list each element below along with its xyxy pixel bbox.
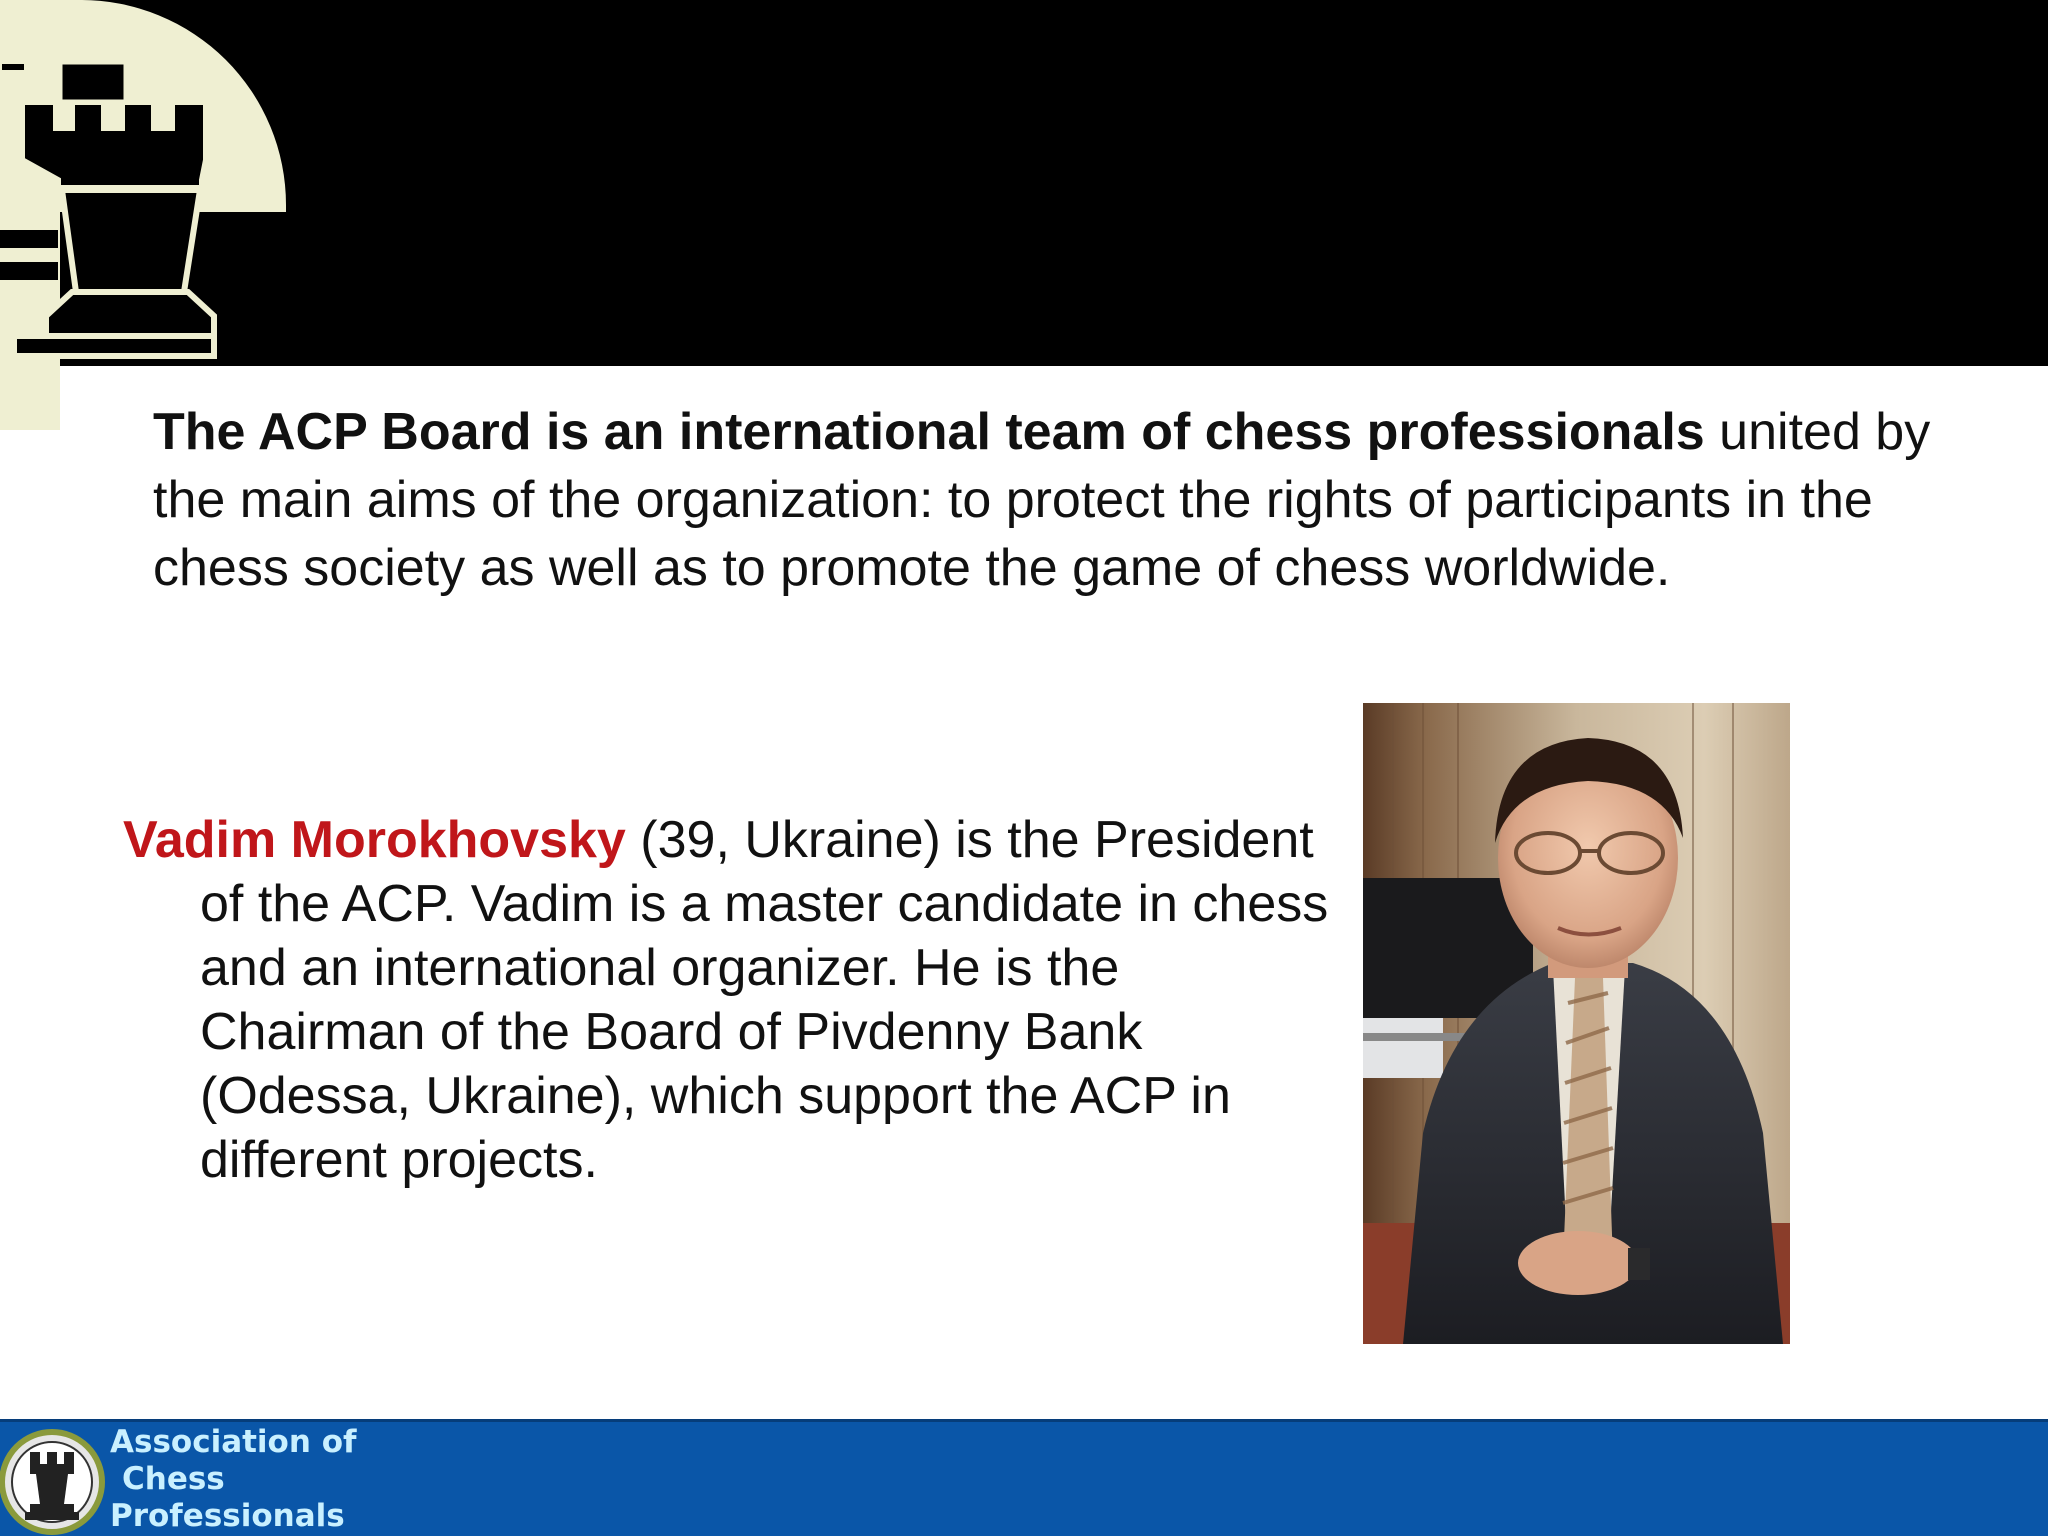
bio-name: Vadim Morokhovsky — [123, 811, 626, 869]
header-band — [0, 0, 2048, 366]
intro-paragraph — [153, 398, 1983, 602]
intro-lead: The ACP Board is an international team of chess professionals — [153, 403, 1705, 461]
portrait-photo — [1363, 703, 1790, 1344]
bio-text: (39, Ukraine) is the President of the ACP. Vadim is a master candidate in chess and an international organizer. He is the Chairman of the Board of Pivdenny Bank (Odessa, Ukraine), which support the ACP in different projects. — [200, 811, 1329, 1189]
rook-badge-icon — [0, 1424, 110, 1536]
footer-organization-name — [110, 1424, 357, 1535]
footer-line-2: Chess — [122, 1461, 225, 1497]
footer-line-3: Professionals — [110, 1498, 345, 1534]
rook-icon — [0, 0, 300, 430]
bio-paragraph — [123, 808, 1350, 1192]
footer-line-1: Association of — [110, 1424, 357, 1460]
intro-rest: united by the main aims of the organization: to protect the rights of participants in the chess society as well as to promote the game of chess worldwide. — [153, 403, 1931, 597]
